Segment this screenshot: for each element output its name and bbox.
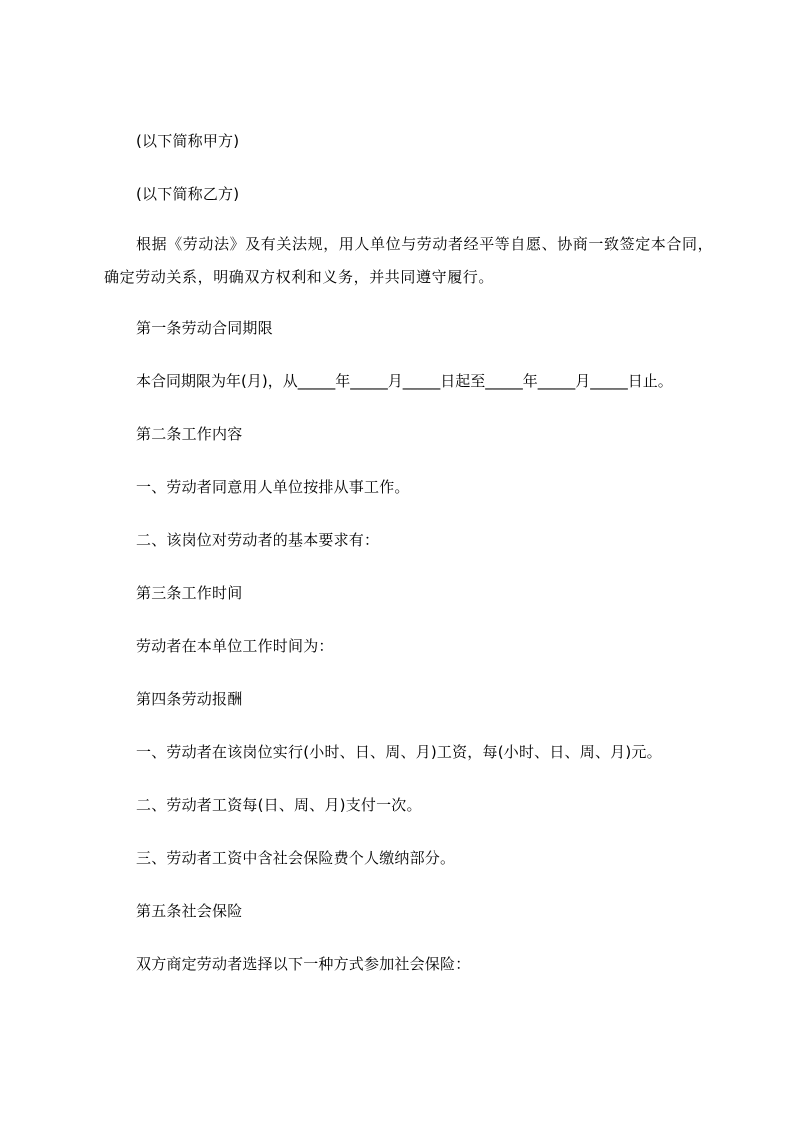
article-3-heading: 第三条工作时间 bbox=[136, 584, 243, 602]
article-2-item-2: 二、该岗位对劳动者的基本要求有： bbox=[136, 531, 380, 549]
contract-term-line: 本合同期限为年(月)，从_____年_____月_____日起至_____年_____月_____日止。 bbox=[136, 372, 673, 390]
article-4-item-2: 二、劳动者工资每(日、周、月)支付一次。 bbox=[136, 796, 422, 814]
article-2-item-1: 一、劳动者同意用人单位按排从事工作。 bbox=[136, 478, 410, 496]
article-4-heading: 第四条劳动报酬 bbox=[136, 690, 243, 708]
article-5-heading: 第五条社会保险 bbox=[136, 902, 243, 920]
preamble-paragraph: 根据《劳动法》及有关法规，用人单位与劳动者经平等自愿、协商一致签定本合同，确定劳动关系，明确双方权利和义务，并共同遵守履行。 bbox=[104, 235, 714, 286]
party-b-label: (以下简称乙方) bbox=[136, 185, 240, 203]
working-hours-line: 劳动者在本单位工作时间为： bbox=[136, 637, 334, 655]
article-4-item-1: 一、劳动者在该岗位实行(小时、日、周、月)工资，每(小时、日、周、月)元。 bbox=[136, 743, 662, 761]
article-4-item-3: 三、劳动者工资中含社会保险费个人缴纳部分。 bbox=[136, 849, 456, 867]
article-2-heading: 第二条工作内容 bbox=[136, 425, 243, 443]
party-a-label: (以下简称甲方) bbox=[136, 132, 240, 150]
article-1-heading: 第一条劳动合同期限 bbox=[136, 319, 273, 337]
social-insurance-line: 双方商定劳动者选择以下一种方式参加社会保险： bbox=[136, 955, 471, 973]
